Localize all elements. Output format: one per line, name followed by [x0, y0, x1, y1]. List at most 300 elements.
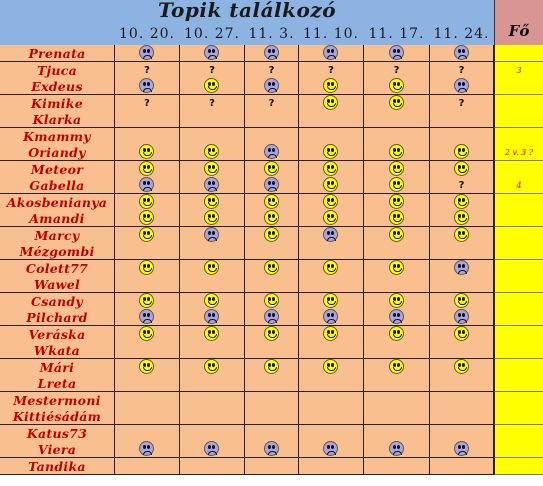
table-row: [0, 128, 543, 145]
date-header[interactable]: 11. 3.: [245, 23, 299, 45]
attendance-cell[interactable]: [364, 210, 430, 227]
smiley-happy-icon: [264, 227, 279, 242]
attendance-cell[interactable]: [245, 293, 299, 310]
attendance-cell[interactable]: [180, 95, 245, 112]
smiley-happy-icon: [389, 293, 404, 308]
smiley-happy-icon: [264, 194, 279, 209]
attendance-cell[interactable]: [115, 293, 180, 310]
unknown-mark: ?: [458, 180, 465, 191]
attendance-cell[interactable]: [364, 309, 430, 326]
smiley-happy-icon: [389, 260, 404, 275]
title-bar: [0, 0, 494, 23]
attendance-cell[interactable]: [245, 144, 299, 161]
attendance-cell[interactable]: [430, 177, 494, 194]
attendance-cell[interactable]: [245, 227, 299, 244]
smiley-sad-icon: [204, 177, 219, 192]
attendance-cell[interactable]: [115, 441, 180, 458]
attendance-cell[interactable]: [430, 194, 494, 211]
smiley-happy-icon: [323, 194, 338, 209]
attendance-cell[interactable]: [180, 62, 245, 79]
attendance-cell[interactable]: [245, 342, 299, 359]
attendance-cell[interactable]: [115, 342, 180, 359]
attendance-cell[interactable]: [364, 128, 430, 145]
fo-cell[interactable]: 2 v. 3 ?: [494, 144, 543, 161]
name-cell[interactable]: [0, 161, 115, 178]
attendance-cell[interactable]: [364, 326, 430, 343]
fo-cell[interactable]: [494, 95, 543, 112]
smiley-happy-icon: [139, 326, 154, 341]
smiley-happy-icon: [323, 161, 338, 176]
attendance-cell[interactable]: [364, 111, 430, 128]
fo-cell[interactable]: [494, 227, 543, 244]
attendance-cell[interactable]: [245, 62, 299, 79]
attendance-cell[interactable]: [180, 161, 245, 178]
member-name: Klarka: [32, 112, 82, 127]
attendance-cell[interactable]: [180, 45, 245, 62]
smiley-happy-icon: [454, 194, 469, 209]
attendance-cell[interactable]: [180, 309, 245, 326]
fo-cell[interactable]: [494, 293, 543, 310]
fo-cell[interactable]: [494, 260, 543, 277]
fo-cell[interactable]: [494, 194, 543, 211]
fo-cell[interactable]: [494, 78, 543, 95]
attendance-cell[interactable]: [245, 425, 299, 442]
attendance-cell[interactable]: [115, 210, 180, 227]
table-row: [0, 227, 543, 244]
attendance-cell[interactable]: [430, 293, 494, 310]
name-cell[interactable]: [0, 243, 115, 260]
attendance-cell[interactable]: [115, 260, 180, 277]
attendance-cell[interactable]: [299, 359, 364, 376]
smiley-happy-icon: [389, 144, 404, 159]
name-cell[interactable]: [0, 144, 115, 161]
attendance-cell[interactable]: [299, 210, 364, 227]
name-cell[interactable]: [0, 276, 115, 293]
member-name: Tjuca: [36, 62, 78, 78]
attendance-cell[interactable]: [180, 243, 245, 260]
fo-cell[interactable]: [494, 210, 543, 227]
member-name: Kmammy: [23, 128, 91, 144]
table-row: [0, 78, 543, 95]
attendance-cell[interactable]: [115, 95, 180, 112]
attendance-cell[interactable]: [115, 227, 180, 244]
attendance-cell[interactable]: [180, 425, 245, 442]
date-header[interactable]: 11. 17.: [364, 23, 430, 45]
attendance-cell[interactable]: [245, 210, 299, 227]
name-cell[interactable]: [0, 227, 115, 244]
fo-cell[interactable]: [494, 161, 543, 178]
name-cell[interactable]: [0, 260, 115, 277]
table-row: [0, 342, 543, 359]
attendance-cell[interactable]: [299, 161, 364, 178]
attendance-cell[interactable]: [430, 326, 494, 343]
attendance-cell[interactable]: [245, 458, 299, 475]
attendance-cell[interactable]: [245, 243, 299, 260]
attendance-cell[interactable]: [364, 458, 430, 475]
member-name: Amandi: [29, 211, 85, 226]
smiley-happy-icon: [139, 359, 154, 374]
fo-column-header[interactable]: [494, 0, 543, 45]
attendance-cell[interactable]: [430, 342, 494, 359]
attendance-cell[interactable]: [364, 95, 430, 112]
attendance-cell[interactable]: [364, 194, 430, 211]
attendance-cell[interactable]: [364, 408, 430, 425]
attendance-cell[interactable]: [430, 425, 494, 442]
attendance-cell[interactable]: [364, 177, 430, 194]
fo-cell[interactable]: [494, 111, 543, 128]
attendance-cell[interactable]: [245, 408, 299, 425]
attendance-cell[interactable]: [180, 375, 245, 392]
fo-cell[interactable]: [494, 408, 543, 425]
smiley-sad-icon: [264, 45, 279, 60]
name-cell[interactable]: [0, 342, 115, 359]
smiley-happy-icon: [264, 326, 279, 341]
attendance-cell[interactable]: [430, 392, 494, 409]
attendance-cell[interactable]: [364, 425, 430, 442]
attendance-cell[interactable]: [115, 62, 180, 79]
attendance-cell[interactable]: [430, 309, 494, 326]
smiley-happy-icon: [389, 177, 404, 192]
attendance-cell[interactable]: [245, 45, 299, 62]
attendance-cell[interactable]: [364, 78, 430, 95]
attendance-cell[interactable]: [430, 243, 494, 260]
attendance-cell[interactable]: [299, 342, 364, 359]
name-cell[interactable]: [0, 210, 115, 227]
attendance-cell[interactable]: [180, 128, 245, 145]
name-cell[interactable]: [0, 375, 115, 392]
attendance-cell[interactable]: [430, 210, 494, 227]
attendance-cell[interactable]: [430, 276, 494, 293]
member-name: Kittiésádám: [12, 409, 102, 424]
name-cell[interactable]: [0, 392, 115, 409]
attendance-cell[interactable]: [180, 342, 245, 359]
attendance-cell[interactable]: [430, 441, 494, 458]
attendance-cell[interactable]: [245, 326, 299, 343]
smiley-happy-icon: [204, 144, 219, 159]
smiley-happy-icon: [204, 78, 219, 93]
attendance-cell[interactable]: [299, 458, 364, 475]
attendance-cell[interactable]: [430, 260, 494, 277]
smiley-sad-icon: [454, 78, 469, 93]
attendance-cell[interactable]: [364, 392, 430, 409]
attendance-cell[interactable]: [299, 425, 364, 442]
smiley-sad-icon: [323, 45, 338, 60]
smiley-happy-icon: [264, 161, 279, 176]
attendance-cell[interactable]: [430, 95, 494, 112]
smiley-happy-icon: [323, 210, 338, 225]
attendance-cell[interactable]: [299, 111, 364, 128]
attendance-cell[interactable]: [364, 342, 430, 359]
member-name: Csandy: [31, 293, 83, 309]
name-cell[interactable]: [0, 408, 115, 425]
fo-cell[interactable]: [494, 128, 543, 145]
smiley-happy-icon: [139, 161, 154, 176]
attendance-cell[interactable]: [299, 441, 364, 458]
attendance-cell[interactable]: [180, 458, 245, 475]
attendance-cell[interactable]: [430, 45, 494, 62]
smiley-sad-icon: [454, 260, 469, 275]
attendance-cell[interactable]: [299, 392, 364, 409]
attendance-cell[interactable]: [245, 375, 299, 392]
smiley-sad-icon: [389, 441, 404, 456]
attendance-cell[interactable]: [364, 441, 430, 458]
fo-cell[interactable]: [494, 276, 543, 293]
name-cell[interactable]: [0, 425, 115, 442]
smiley-happy-icon: [204, 210, 219, 225]
attendance-cell[interactable]: [180, 392, 245, 409]
attendance-cell[interactable]: [430, 227, 494, 244]
attendance-cell[interactable]: [245, 441, 299, 458]
smiley-sad-icon: [139, 309, 154, 324]
smiley-happy-icon: [389, 326, 404, 341]
attendance-cell[interactable]: [115, 425, 180, 442]
attendance-cell[interactable]: [180, 177, 245, 194]
name-cell[interactable]: [0, 458, 115, 475]
attendance-cell[interactable]: [115, 177, 180, 194]
attendance-cell[interactable]: [180, 293, 245, 310]
attendance-cell[interactable]: [299, 375, 364, 392]
unknown-mark: ?: [268, 97, 275, 109]
unknown-mark: ?: [268, 64, 275, 76]
attendance-cell[interactable]: [299, 260, 364, 277]
fo-cell[interactable]: [494, 375, 543, 392]
attendance-cell[interactable]: [364, 243, 430, 260]
attendance-cell[interactable]: [115, 243, 180, 260]
attendance-cell[interactable]: [245, 161, 299, 178]
table-row: [0, 260, 543, 277]
attendance-cell[interactable]: [430, 375, 494, 392]
attendance-cell[interactable]: [245, 111, 299, 128]
attendance-cell[interactable]: [245, 78, 299, 95]
attendance-cell[interactable]: [180, 441, 245, 458]
unknown-mark: ?: [458, 97, 465, 109]
fo-cell[interactable]: [494, 425, 543, 442]
attendance-cell[interactable]: [299, 243, 364, 260]
name-cell[interactable]: [0, 441, 115, 458]
name-cell[interactable]: [0, 95, 115, 112]
table-row: [0, 408, 543, 425]
attendance-cell[interactable]: [299, 95, 364, 112]
name-cell[interactable]: [0, 62, 115, 79]
attendance-cell[interactable]: [180, 144, 245, 161]
member-name: Exdeus: [31, 79, 83, 94]
fo-cell[interactable]: 4: [494, 177, 543, 194]
smiley-happy-icon: [323, 95, 338, 110]
date-header[interactable]: 10. 27.: [180, 23, 245, 45]
attendance-cell[interactable]: [364, 62, 430, 79]
smiley-happy-icon: [389, 359, 404, 374]
attendance-cell[interactable]: [180, 326, 245, 343]
attendance-cell[interactable]: [430, 62, 494, 79]
attendance-cell[interactable]: [245, 392, 299, 409]
member-name: Katus73: [26, 425, 88, 441]
attendance-cell[interactable]: [115, 144, 180, 161]
attendance-cell[interactable]: [115, 45, 180, 62]
attendance-cell[interactable]: [430, 458, 494, 475]
attendance-cell[interactable]: [430, 359, 494, 376]
attendance-cell[interactable]: [245, 276, 299, 293]
attendance-cell[interactable]: [180, 359, 245, 376]
attendance-cell[interactable]: [299, 194, 364, 211]
smiley-happy-icon: [204, 161, 219, 176]
name-cell[interactable]: [0, 45, 115, 62]
attendance-cell[interactable]: [115, 392, 180, 409]
name-cell[interactable]: [0, 194, 115, 211]
date-header[interactable]: 11. 24.: [430, 23, 494, 45]
attendance-cell[interactable]: [364, 375, 430, 392]
smiley-sad-icon: [204, 227, 219, 242]
fo-cell[interactable]: [494, 458, 543, 475]
attendance-cell[interactable]: [115, 111, 180, 128]
attendance-cell[interactable]: [115, 276, 180, 293]
smiley-happy-icon: [264, 260, 279, 275]
name-cell[interactable]: [0, 78, 115, 95]
attendance-cell[interactable]: [180, 78, 245, 95]
unknown-mark: ?: [209, 64, 215, 76]
attendance-cell[interactable]: [115, 359, 180, 376]
fo-cell[interactable]: [494, 392, 543, 409]
smiley-happy-icon: [139, 260, 154, 275]
smiley-happy-icon: [323, 260, 338, 275]
name-cell[interactable]: [0, 111, 115, 128]
smiley-happy-icon: [454, 359, 469, 374]
member-name: Akosbenianya: [6, 194, 108, 210]
attendance-cell[interactable]: [364, 227, 430, 244]
fo-cell[interactable]: [494, 342, 543, 359]
name-cell[interactable]: [0, 293, 115, 310]
fo-cell[interactable]: [494, 326, 543, 343]
attendance-cell[interactable]: [180, 111, 245, 128]
smiley-happy-icon: [139, 227, 154, 242]
table-row: [0, 309, 543, 326]
attendance-cell[interactable]: [115, 326, 180, 343]
attendance-cell[interactable]: [245, 309, 299, 326]
date-header[interactable]: 10. 20.: [115, 23, 180, 45]
fo-cell[interactable]: [494, 359, 543, 376]
attendance-cell[interactable]: [430, 144, 494, 161]
fo-cell[interactable]: 3: [494, 62, 543, 79]
attendance-cell[interactable]: [364, 359, 430, 376]
name-column-header[interactable]: [0, 23, 115, 45]
attendance-cell[interactable]: [430, 161, 494, 178]
smiley-happy-icon: [454, 293, 469, 308]
smiley-happy-icon: [264, 293, 279, 308]
table-row: [0, 375, 543, 392]
unknown-mark: ?: [328, 64, 334, 76]
attendance-cell[interactable]: [180, 260, 245, 277]
member-name: Prenata: [28, 46, 86, 61]
member-name: Oriandy: [28, 145, 86, 160]
attendance-cell[interactable]: [180, 194, 245, 211]
smiley-happy-icon: [389, 194, 404, 209]
name-cell[interactable]: [0, 128, 115, 145]
attendance-cell[interactable]: [299, 293, 364, 310]
member-name: Tandika: [28, 458, 86, 474]
smiley-happy-icon: [454, 144, 469, 159]
fo-cell[interactable]: [494, 441, 543, 458]
attendance-cell[interactable]: [245, 260, 299, 277]
attendance-cell[interactable]: [115, 194, 180, 211]
fo-cell[interactable]: [494, 309, 543, 326]
attendance-cell[interactable]: [115, 408, 180, 425]
attendance-cell[interactable]: [364, 293, 430, 310]
attendance-cell[interactable]: [115, 78, 180, 95]
attendance-cell[interactable]: [364, 260, 430, 277]
table-row: [0, 95, 543, 112]
smiley-sad-icon: [139, 78, 154, 93]
attendance-cell[interactable]: [245, 128, 299, 145]
attendance-cell[interactable]: [299, 45, 364, 62]
attendance-cell[interactable]: [115, 375, 180, 392]
attendance-cell[interactable]: [299, 309, 364, 326]
member-name: Marcy: [34, 227, 80, 243]
attendance-cell[interactable]: [180, 276, 245, 293]
attendance-cell[interactable]: [299, 128, 364, 145]
smiley-happy-icon: [454, 227, 469, 242]
smiley-happy-icon: [323, 293, 338, 308]
name-cell[interactable]: [0, 326, 115, 343]
member-name: Wkata: [33, 343, 81, 358]
attendance-cell[interactable]: [299, 227, 364, 244]
smiley-happy-icon: [139, 293, 154, 308]
attendance-cell[interactable]: [115, 161, 180, 178]
attendance-cell[interactable]: [245, 177, 299, 194]
attendance-cell[interactable]: [430, 408, 494, 425]
attendance-cell[interactable]: [364, 45, 430, 62]
smiley-sad-icon: [264, 177, 279, 192]
attendance-cell[interactable]: [115, 309, 180, 326]
attendance-cell[interactable]: [430, 78, 494, 95]
attendance-cell[interactable]: [430, 128, 494, 145]
attendance-cell[interactable]: [245, 95, 299, 112]
name-cell[interactable]: [0, 309, 115, 326]
member-name: Kimike: [30, 95, 83, 111]
attendance-cell[interactable]: [245, 194, 299, 211]
smiley-sad-icon: [139, 441, 154, 456]
attendance-cell[interactable]: [299, 326, 364, 343]
attendance-cell[interactable]: [430, 111, 494, 128]
smiley-happy-icon: [389, 95, 404, 110]
attendance-cell[interactable]: [299, 177, 364, 194]
fo-cell[interactable]: [494, 45, 543, 62]
attendance-cell[interactable]: [364, 144, 430, 161]
attendance-cell[interactable]: [115, 128, 180, 145]
attendance-cell[interactable]: [245, 359, 299, 376]
smiley-happy-icon: [323, 144, 338, 159]
smiley-happy-icon: [454, 161, 469, 176]
attendance-cell[interactable]: [115, 458, 180, 475]
attendance-cell[interactable]: [180, 210, 245, 227]
smiley-sad-icon: [323, 309, 338, 324]
table-row: [0, 45, 543, 62]
attendance-cell[interactable]: [364, 276, 430, 293]
attendance-cell[interactable]: [364, 161, 430, 178]
attendance-cell[interactable]: [299, 276, 364, 293]
smiley-happy-icon: [389, 227, 404, 242]
attendance-cell[interactable]: [180, 408, 245, 425]
unknown-mark: ?: [393, 64, 400, 76]
attendance-cell[interactable]: [299, 62, 364, 79]
attendance-cell[interactable]: [299, 78, 364, 95]
attendance-cell[interactable]: [180, 227, 245, 244]
attendance-cell[interactable]: [299, 144, 364, 161]
date-header[interactable]: 11. 10.: [299, 23, 364, 45]
fo-cell[interactable]: [494, 243, 543, 260]
name-cell[interactable]: [0, 359, 115, 376]
member-name: Veráska: [28, 326, 86, 342]
name-cell[interactable]: [0, 177, 115, 194]
attendance-cell[interactable]: [299, 408, 364, 425]
